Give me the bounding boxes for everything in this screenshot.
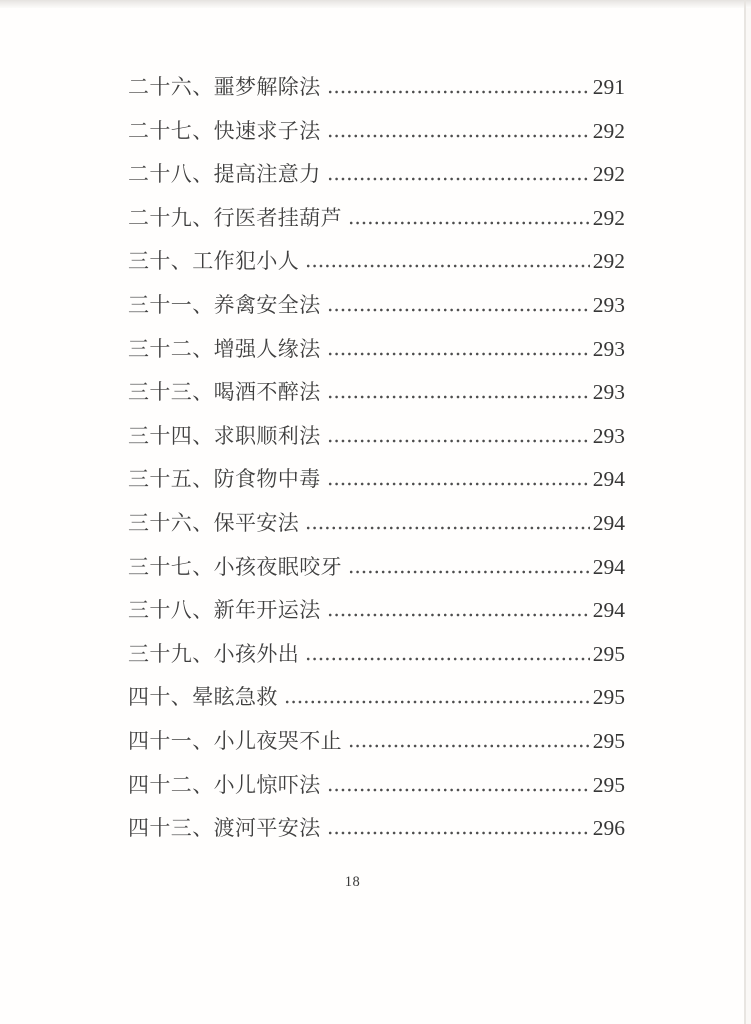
dot-leader bbox=[327, 424, 590, 448]
toc-entry-page: 292 bbox=[592, 249, 625, 274]
toc-entry bbox=[128, 75, 625, 99]
toc-entry bbox=[128, 249, 625, 273]
dot-leader bbox=[305, 511, 590, 535]
dot-leader bbox=[327, 773, 590, 797]
toc-entry-page: 295 bbox=[592, 641, 625, 666]
toc-entry-label: 四十二、小儿惊吓法 bbox=[128, 772, 321, 797]
toc-entry-page: 291 bbox=[592, 75, 625, 99]
toc-entry-label: 三十八、新年开运法 bbox=[128, 598, 321, 623]
toc-entry bbox=[128, 555, 625, 579]
toc-entry-page: 295 bbox=[592, 728, 625, 753]
toc-entry-page: 293 bbox=[592, 292, 625, 317]
dot-leader bbox=[348, 206, 590, 230]
dot-leader bbox=[327, 293, 590, 317]
toc-entry-label: 二十七、快速求子法 bbox=[128, 118, 321, 143]
toc-entry-page: 293 bbox=[592, 423, 625, 448]
dot-leader bbox=[327, 162, 590, 186]
toc-entry-label: 四十、晕眩急救 bbox=[128, 685, 278, 710]
toc-entry bbox=[128, 729, 625, 753]
scan-right-margin bbox=[746, 0, 751, 1024]
toc-entry-label: 三十、工作犯小人 bbox=[128, 249, 300, 274]
dot-leader bbox=[284, 685, 590, 709]
toc-entry-page: 295 bbox=[592, 685, 625, 710]
toc-entry-label: 三十七、小孩夜眠咬牙 bbox=[128, 554, 342, 579]
dot-leader bbox=[327, 119, 590, 143]
toc-entry bbox=[128, 816, 625, 840]
toc-entry-page: 296 bbox=[592, 816, 625, 841]
toc-list bbox=[128, 75, 625, 860]
toc-entry-page: 294 bbox=[592, 510, 625, 535]
toc-entry bbox=[128, 511, 625, 535]
scan-right-edge bbox=[744, 0, 746, 1024]
toc-entry-page: 294 bbox=[592, 598, 625, 623]
dot-leader bbox=[327, 380, 590, 404]
toc-entry bbox=[128, 598, 625, 622]
toc-entry bbox=[128, 642, 625, 666]
toc-entry-page: 292 bbox=[592, 205, 625, 230]
toc-entry bbox=[128, 685, 625, 709]
scan-top-edge bbox=[0, 0, 751, 8]
toc-entry bbox=[128, 773, 625, 797]
toc-entry-label: 二十八、提高注意力 bbox=[128, 162, 321, 187]
dot-leader bbox=[348, 555, 590, 579]
toc-entry bbox=[128, 293, 625, 317]
dot-leader bbox=[327, 75, 590, 99]
dot-leader bbox=[305, 642, 590, 666]
toc-entry-label: 三十九、小孩外出 bbox=[128, 641, 300, 666]
toc-entry-label: 三十六、保平安法 bbox=[128, 510, 300, 535]
toc-entry-label: 三十二、增强人缘法 bbox=[128, 336, 321, 361]
toc-entry-page: 293 bbox=[592, 380, 625, 405]
toc-entry-page: 294 bbox=[592, 467, 625, 492]
toc-entry-label: 三十一、养禽安全法 bbox=[128, 292, 321, 317]
toc-entry bbox=[128, 337, 625, 361]
toc-entry bbox=[128, 162, 625, 186]
dot-leader bbox=[327, 467, 590, 491]
dot-leader bbox=[348, 729, 590, 753]
toc-entry bbox=[128, 380, 625, 404]
toc-entry-label: 四十三、渡河平安法 bbox=[128, 816, 321, 841]
toc-entry bbox=[128, 206, 625, 230]
toc-entry-page: 292 bbox=[592, 162, 625, 187]
dot-leader bbox=[327, 337, 590, 361]
toc-entry-page: 294 bbox=[592, 554, 625, 579]
toc-entry-page: 295 bbox=[592, 772, 625, 797]
toc-entry-label: 三十四、求职顺利法 bbox=[128, 423, 321, 448]
toc-entry-label: 二十六、噩梦解除法 bbox=[128, 75, 321, 99]
page-number-footer bbox=[0, 873, 751, 891]
dot-leader bbox=[305, 249, 590, 273]
page-number: 18 bbox=[344, 874, 361, 890]
toc-entry-page: 292 bbox=[592, 118, 625, 143]
toc-entry-label: 三十五、防食物中毒 bbox=[128, 467, 321, 492]
toc-entry bbox=[128, 467, 625, 491]
dot-leader bbox=[327, 816, 590, 840]
toc-entry-label: 三十三、喝酒不醉法 bbox=[128, 380, 321, 405]
dot-leader bbox=[327, 598, 590, 622]
toc-entry bbox=[128, 119, 625, 143]
toc-entry-label: 二十九、行医者挂葫芦 bbox=[128, 205, 342, 230]
toc-entry bbox=[128, 424, 625, 448]
toc-entry-label: 四十一、小儿夜哭不止 bbox=[128, 728, 342, 753]
toc-entry-page: 293 bbox=[592, 336, 625, 361]
